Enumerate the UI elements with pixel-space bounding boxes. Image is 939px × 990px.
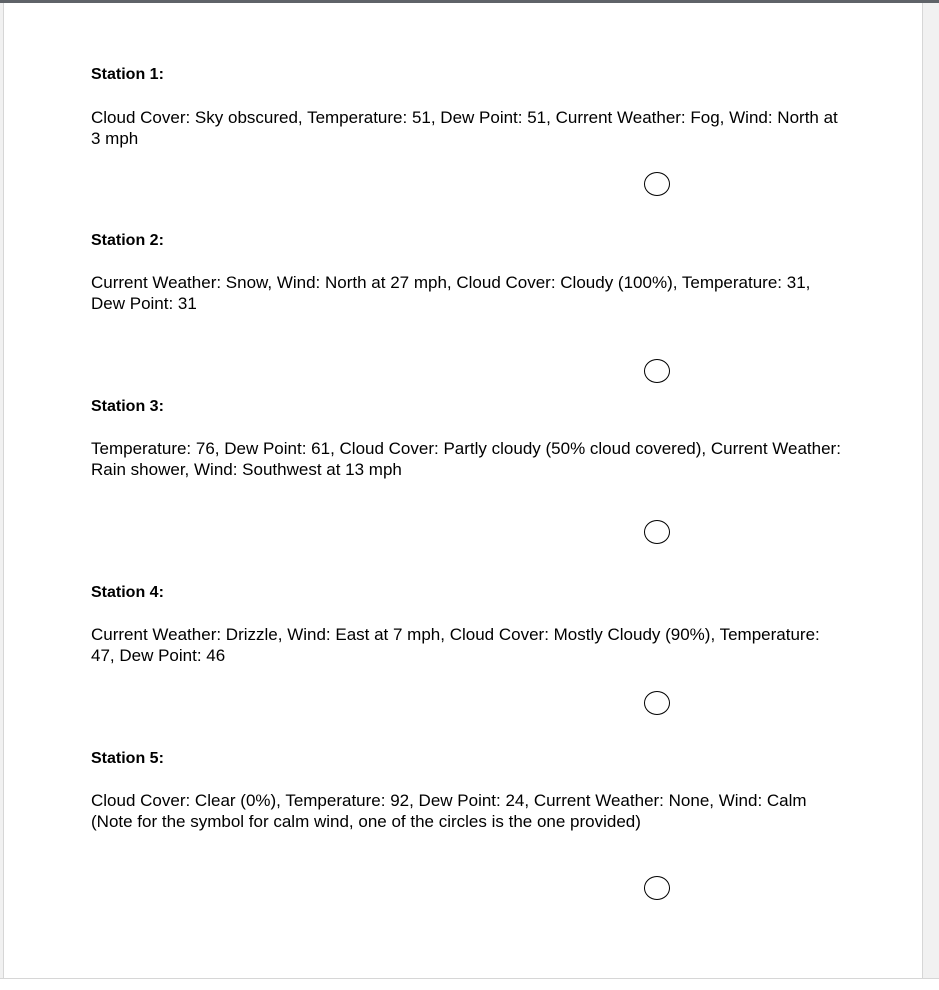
station-1-description: Cloud Cover: Sky obscured, Temperature: 51, Dew Point: 51, Current Weather: Fog, Wind: North at 3 mph (91, 108, 838, 148)
station-3-title: Station 3: (91, 398, 164, 415)
station-3-description: Temperature: 76, Dew Point: 61, Cloud Cover: Partly cloudy (50% cloud covered), Current Weather: Rain shower, Wind: Southwest at 13 mph (91, 439, 841, 479)
station-5-description: Cloud Cover: Clear (0%), Temperature: 92, Dew Point: 24, Current Weather: None, Wind: Calm (Note for the symbol for calm wind, one of the circles is the one provided) (91, 791, 807, 831)
station-4-title: Station 4: (91, 584, 164, 601)
station-3-circle-icon (644, 520, 670, 544)
station-2-description: Current Weather: Snow, Wind: North at 27 mph, Cloud Cover: Cloudy (100%), Temperature: 31, Dew Point: 31 (91, 273, 811, 313)
station-1-title: Station 1: (91, 66, 164, 83)
station-4-description: Current Weather: Drizzle, Wind: East at 7 mph, Cloud Cover: Mostly Cloudy (90%), Temperature: 47, Dew Point: 46 (91, 625, 820, 665)
station-2-circle-icon (644, 359, 670, 383)
page-bottom-edge (0, 978, 939, 990)
station-4-circle-icon (644, 691, 670, 715)
station-1-circle-icon (644, 172, 670, 196)
document-page (3, 3, 923, 978)
station-5-circle-icon (644, 876, 670, 900)
station-5-title: Station 5: (91, 750, 164, 767)
station-2-title: Station 2: (91, 232, 164, 249)
